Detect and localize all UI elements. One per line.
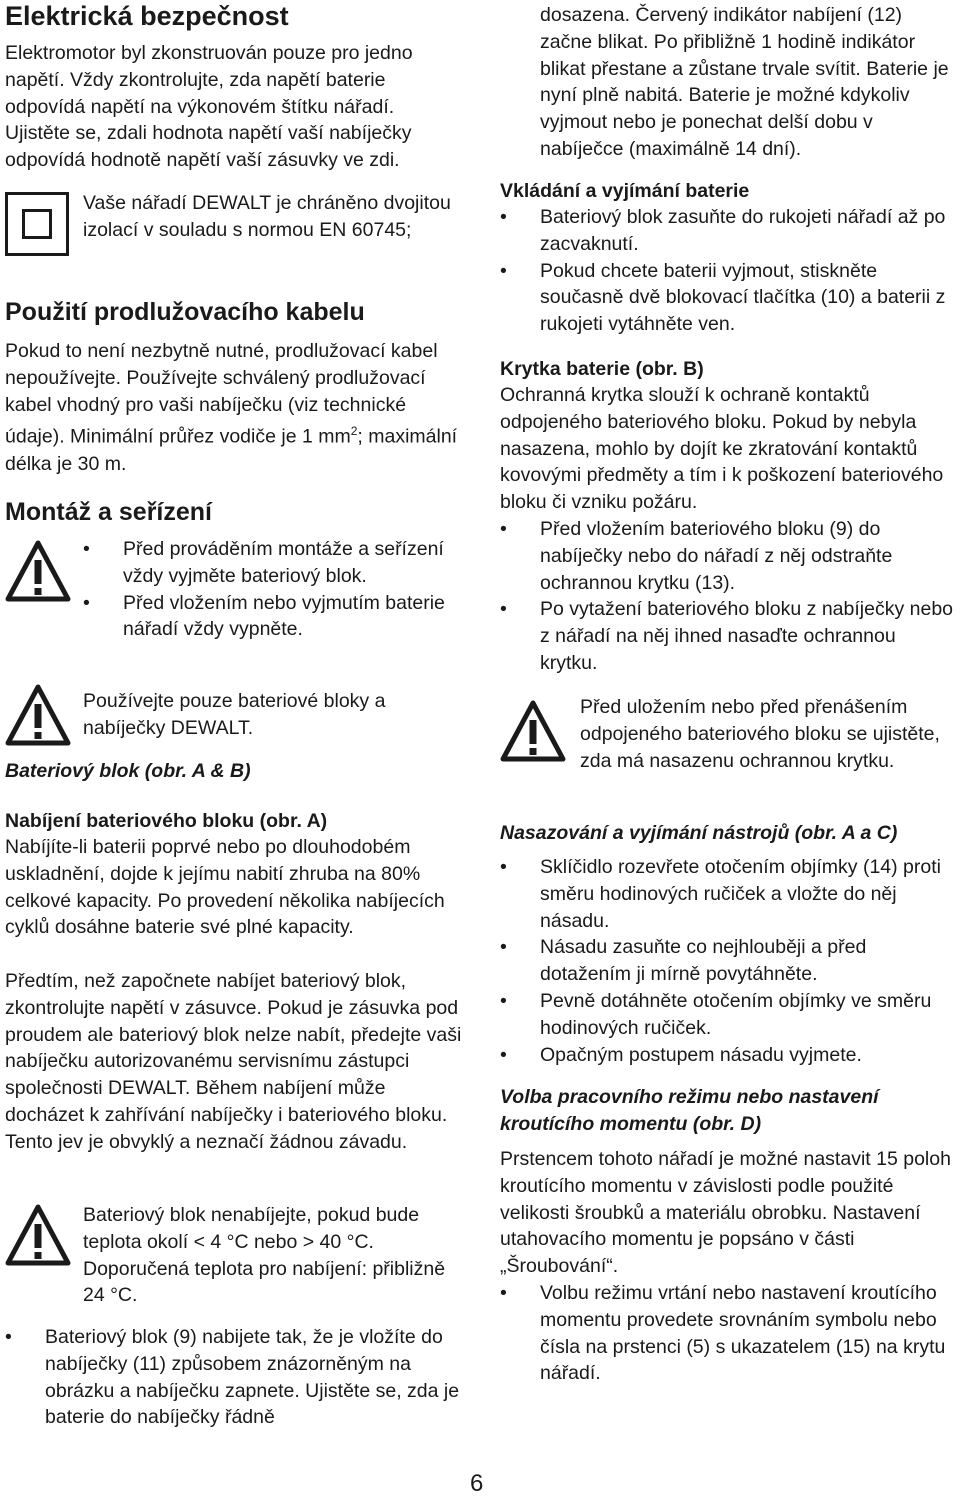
charging-bullets (5, 1324, 463, 1431)
charging-text-1: Nabíjíte-li baterii poprvé nebo po dlouhodobém uskladnění, dojde k jejímu nabití zhruba na 80% celkové kapacity. Po provedení několika nabíjecích cyklů dosáhne baterie své plné kapacity. (5, 836, 445, 939)
list-item: • Před prováděním montáže a seřízení vždy vyjměte bateriový blok. (83, 536, 463, 590)
mode-torque-text: Prstencem tohoto nářadí je možné nastavit 15 poloh kroutícího momentu v závislosti podle použité velikosti šroubků a materiálu obrobku. Nastavení utahovacího momentu je popsáno v části „Šroubování“. (500, 1148, 951, 1278)
list-item: • Bateriový blok (9) nabijete tak, že je vložíte do nabíječky (11) způsobem znázorněným na obrázku a nabíječku zapnete. Ujistěte se, zda je baterie do nabíječky řádně (5, 1324, 463, 1431)
heading-insert-remove-bits: Nasazování a vyjímání nástrojů (obr. A a C) (500, 822, 898, 844)
heading-mode-torque: Volba pracovního režimu nebo nastavení kroutícího momentu (obr. D) (500, 1086, 879, 1135)
extension-cable-text: Pokud to není nezbytně nutné, prodlužovací kabel nepoužívejte. Používejte schválený prodlužovací kabel vhodný pro vaši nabíječku (viz technické údaje). Minimální průřez vodiče je 1 $mm^2$; maximální délka je 30 m. (5, 340, 458, 475)
heading-extension-cable: Použití prodlužovacího kabelu (5, 298, 365, 326)
mode-bullets (500, 1280, 958, 1387)
heading-assembly: Montáž a seřízení (5, 498, 212, 526)
insert-bullets (500, 204, 958, 338)
double-insulation-text: Vaše nářadí DEWALT je chráněno dvojitou izolací v souladu s normou EN 60745; (83, 192, 451, 241)
list-item: • Před vložením bateriového bloku (9) do nabíječky nebo do nářadí z něj odstraňte ochrannou krytku (13). (500, 516, 958, 596)
heading-battery-cover: Krytka baterie (obr. B) (500, 358, 704, 380)
list-item: • Pevně dotáhněte otočením objímky ve směru hodinových ručiček. (500, 988, 958, 1042)
warning-icon (5, 684, 71, 746)
page-number: 6 (470, 1470, 484, 1497)
only-dewalt-text: Používejte pouze bateriové bloky a nabíječky DEWALT. (83, 690, 386, 739)
electrical-safety-text: Elektromotor byl zkonstruován pouze pro jedno napětí. Vždy zkontrolujte, zda napětí baterie odpovídá napětí na výkonovém štítku nářadí. Ujistěte se, zdali hodnota napětí vaší nabíječky odpovídá hodnotě napětí vaší zásuvky ve zdi. (5, 42, 413, 172)
bits-bullets (500, 854, 958, 1068)
storage-warning-text: Před uložením nebo před přenášením odpojeného bateriového bloku se ujistěte, zda má nasazenu ochrannou krytku. (580, 696, 940, 772)
list-item: • Volbu režimu vrtání nebo nastavení kroutícího momentu provedete srovnáním symbolu nebo čísla na prstenci (5) s ukazatelem (15) na krytu nářadí. (500, 1280, 958, 1387)
heading-battery-pack: Bateriový blok (obr. A & B) (5, 760, 251, 782)
charging-continued-text: dosazena. Červený indikátor nabíjení (12) začne blikat. Po přibližně 1 hodině indikátor blikat přestane a zůstane trvale svítit. Baterie je nyní plně nabitá. Baterie je možné kdykoliv vyjmout nebo je ponechat delší dobu v nabíječce (maximálně 14 dní). (540, 4, 949, 160)
list-item: • Opačným postupem násadu vyjmete. (500, 1042, 958, 1069)
warning-icon (500, 700, 566, 762)
list-item: • Bateriový blok zasuňte do rukojeti nářadí až po zacvaknutí. (500, 204, 958, 258)
warning-icon (5, 540, 71, 602)
temperature-warning-text: Bateriový blok nenabíjejte, pokud bude teplota okolí < 4 °C nebo > 40 °C. Doporučená teplota pro nabíjení: přibližně 24 °C. (83, 1204, 446, 1307)
list-item: • Po vytažení bateriového bloku z nabíječky nebo z nářadí na něj ihned nasaďte ochrannou krytku. (500, 596, 958, 676)
charging-text-2: Předtím, než započnete nabíjet bateriový blok, zkontrolujte napětí v zásuvce. Pokud je zásuvka pod proudem ale bateriový blok nelze nabít, předejte vaši nabíječku autorizovanému servisnímu zástupci společnosti DEWALT. Během nabíjení může docházet k zahřívání nabíječky i bateriového bloku. Tento jev je obvyklý a neznačí žádnou závadu. (5, 970, 462, 1153)
cover-bullets (500, 516, 958, 677)
warning-icon (5, 1204, 71, 1266)
list-item: • Sklíčidlo rozevřete otočením objímky (14) proti směru hodinových ručiček a vložte do něj násadu. (500, 854, 958, 934)
list-item: • Pokud chcete baterii vyjmout, stiskněte současně dvě blokovací tlačítka (10) a baterii z rukojeti vytáhněte ven. (500, 258, 958, 338)
heading-electrical-safety: Elektrická bezpečnost (5, 1, 289, 31)
battery-cover-text: Ochranná krytka slouží k ochraně kontaktů odpojeného bateriového bloku. Pokud by nebyla nasazena, mohlo by dojít ke zkratování kontaktů kovovými předměty a tím i k poškození bateriového bloku či vzniku požáru. (500, 384, 944, 514)
assembly-bullets (83, 536, 463, 643)
double-insulation-icon (5, 192, 69, 256)
list-item: • Násadu zasuňte co nejhlouběji a před dotažením ji mírně povytáhněte. (500, 934, 958, 988)
list-item: • Před vložením nebo vyjmutím baterie nářadí vždy vypněte. (83, 590, 463, 644)
heading-insert-remove-battery: Vkládání a vyjímání baterie (500, 180, 750, 202)
heading-charging: Nabíjení bateriového bloku (obr. A) (5, 810, 328, 832)
